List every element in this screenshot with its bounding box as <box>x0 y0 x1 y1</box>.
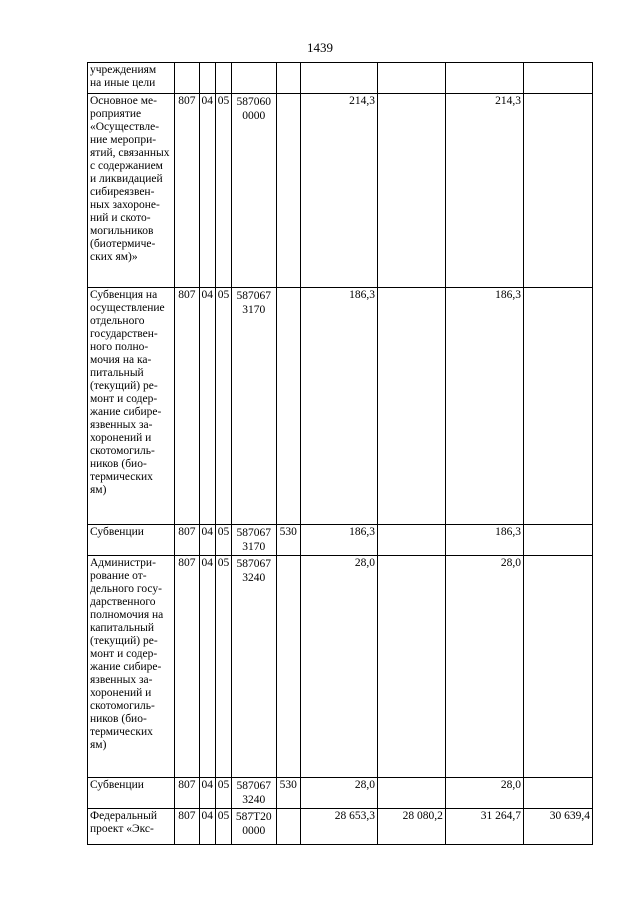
amount-cell-4 <box>523 525 592 556</box>
subsection-cell: 05 <box>215 556 231 778</box>
subsection-cell: 05 <box>215 778 231 809</box>
target-article-cell <box>231 63 276 94</box>
grbs-cell: 807 <box>175 288 199 525</box>
amount-cell-1 <box>300 63 377 94</box>
amount-cell-4 <box>523 778 592 809</box>
subsection-cell: 05 <box>215 288 231 525</box>
table-row <box>88 525 593 556</box>
row-name-cell: Субвенции <box>88 778 175 809</box>
amount-cell-3: 214,3 <box>445 94 523 288</box>
amount-cell-1: 28,0 <box>300 778 377 809</box>
grbs-cell: 807 <box>175 809 199 845</box>
subsection-cell: 05 <box>215 809 231 845</box>
amount-cell-1: 28,0 <box>300 556 377 778</box>
expense-type-cell <box>276 556 300 778</box>
amount-cell-1: 186,3 <box>300 525 377 556</box>
amount-cell-3: 28,0 <box>445 778 523 809</box>
target-article-cell: 587067 3240 <box>231 556 276 778</box>
amount-cell-2 <box>377 288 445 525</box>
grbs-cell: 807 <box>175 525 199 556</box>
section-cell: 04 <box>199 288 215 525</box>
expense-type-cell <box>276 94 300 288</box>
section-cell: 04 <box>199 809 215 845</box>
amount-cell-3: 186,3 <box>445 525 523 556</box>
amount-cell-4: 30 639,4 <box>523 809 592 845</box>
subsection-cell <box>215 63 231 94</box>
grbs-cell: 807 <box>175 556 199 778</box>
table-row <box>88 809 593 845</box>
grbs-cell: 807 <box>175 778 199 809</box>
target-article-cell: 587Т20 0000 <box>231 809 276 845</box>
expense-type-cell: 530 <box>276 525 300 556</box>
amount-cell-2 <box>377 63 445 94</box>
expense-type-cell <box>276 288 300 525</box>
amount-cell-3: 186,3 <box>445 288 523 525</box>
amount-cell-1: 214,3 <box>300 94 377 288</box>
table-row <box>88 94 593 288</box>
target-article-cell: 587067 3170 <box>231 288 276 525</box>
section-cell: 04 <box>199 525 215 556</box>
table-row <box>88 556 593 778</box>
row-name-cell: Субвенции <box>88 525 175 556</box>
subsection-cell: 05 <box>215 525 231 556</box>
section-cell: 04 <box>199 94 215 288</box>
row-name-cell: Администри- рование от- дельного госу- дарственного полномочия на капитальный (текущий) ре- монт и содер- жание сибире- язвенных за- хоронений и скотомогиль- ников (био- термических ям) <box>88 556 175 778</box>
amount-cell-2 <box>377 556 445 778</box>
row-name-cell: учреждениям на иные цели <box>88 63 175 94</box>
table-row <box>88 778 593 809</box>
subsection-cell: 05 <box>215 94 231 288</box>
table-row <box>88 288 593 525</box>
expense-type-cell <box>276 809 300 845</box>
amount-cell-4 <box>523 288 592 525</box>
section-cell <box>199 63 215 94</box>
target-article-cell: 587067 3240 <box>231 778 276 809</box>
row-name-cell: Основное ме- роприятие «Осуществле- ние меропри- ятий, связанных с содержанием и ликвидацией сибиреязвен- ных захороне- ний и ското- могильников (биотермиче- ских ям)» <box>88 94 175 288</box>
target-article-cell: 587067 3170 <box>231 525 276 556</box>
section-cell: 04 <box>199 778 215 809</box>
amount-cell-2 <box>377 778 445 809</box>
table-row <box>88 63 593 94</box>
section-cell: 04 <box>199 556 215 778</box>
amount-cell-1: 186,3 <box>300 288 377 525</box>
target-article-cell: 587060 0000 <box>231 94 276 288</box>
amount-cell-2 <box>377 94 445 288</box>
amount-cell-4 <box>523 556 592 778</box>
amount-cell-3 <box>445 63 523 94</box>
page-number: 1439 <box>307 40 333 55</box>
expense-type-cell <box>276 63 300 94</box>
amount-cell-4 <box>523 63 592 94</box>
row-name-cell: Субвенция на осуществление отдельного государствен- ного полно- мочия на ка- питальный (текущий) ре- монт и содер- жание сибире- язвенных за- хоронений и скотомогиль- ников (био- термических ям) <box>88 288 175 525</box>
grbs-cell <box>175 63 199 94</box>
amount-cell-2: 28 080,2 <box>377 809 445 845</box>
budget-table <box>87 62 593 845</box>
amount-cell-4 <box>523 94 592 288</box>
amount-cell-1: 28 653,3 <box>300 809 377 845</box>
grbs-cell: 807 <box>175 94 199 288</box>
amount-cell-3: 31 264,7 <box>445 809 523 845</box>
amount-cell-3: 28,0 <box>445 556 523 778</box>
expense-type-cell: 530 <box>276 778 300 809</box>
row-name-cell: Федеральный проект «Экс- <box>88 809 175 845</box>
amount-cell-2 <box>377 525 445 556</box>
